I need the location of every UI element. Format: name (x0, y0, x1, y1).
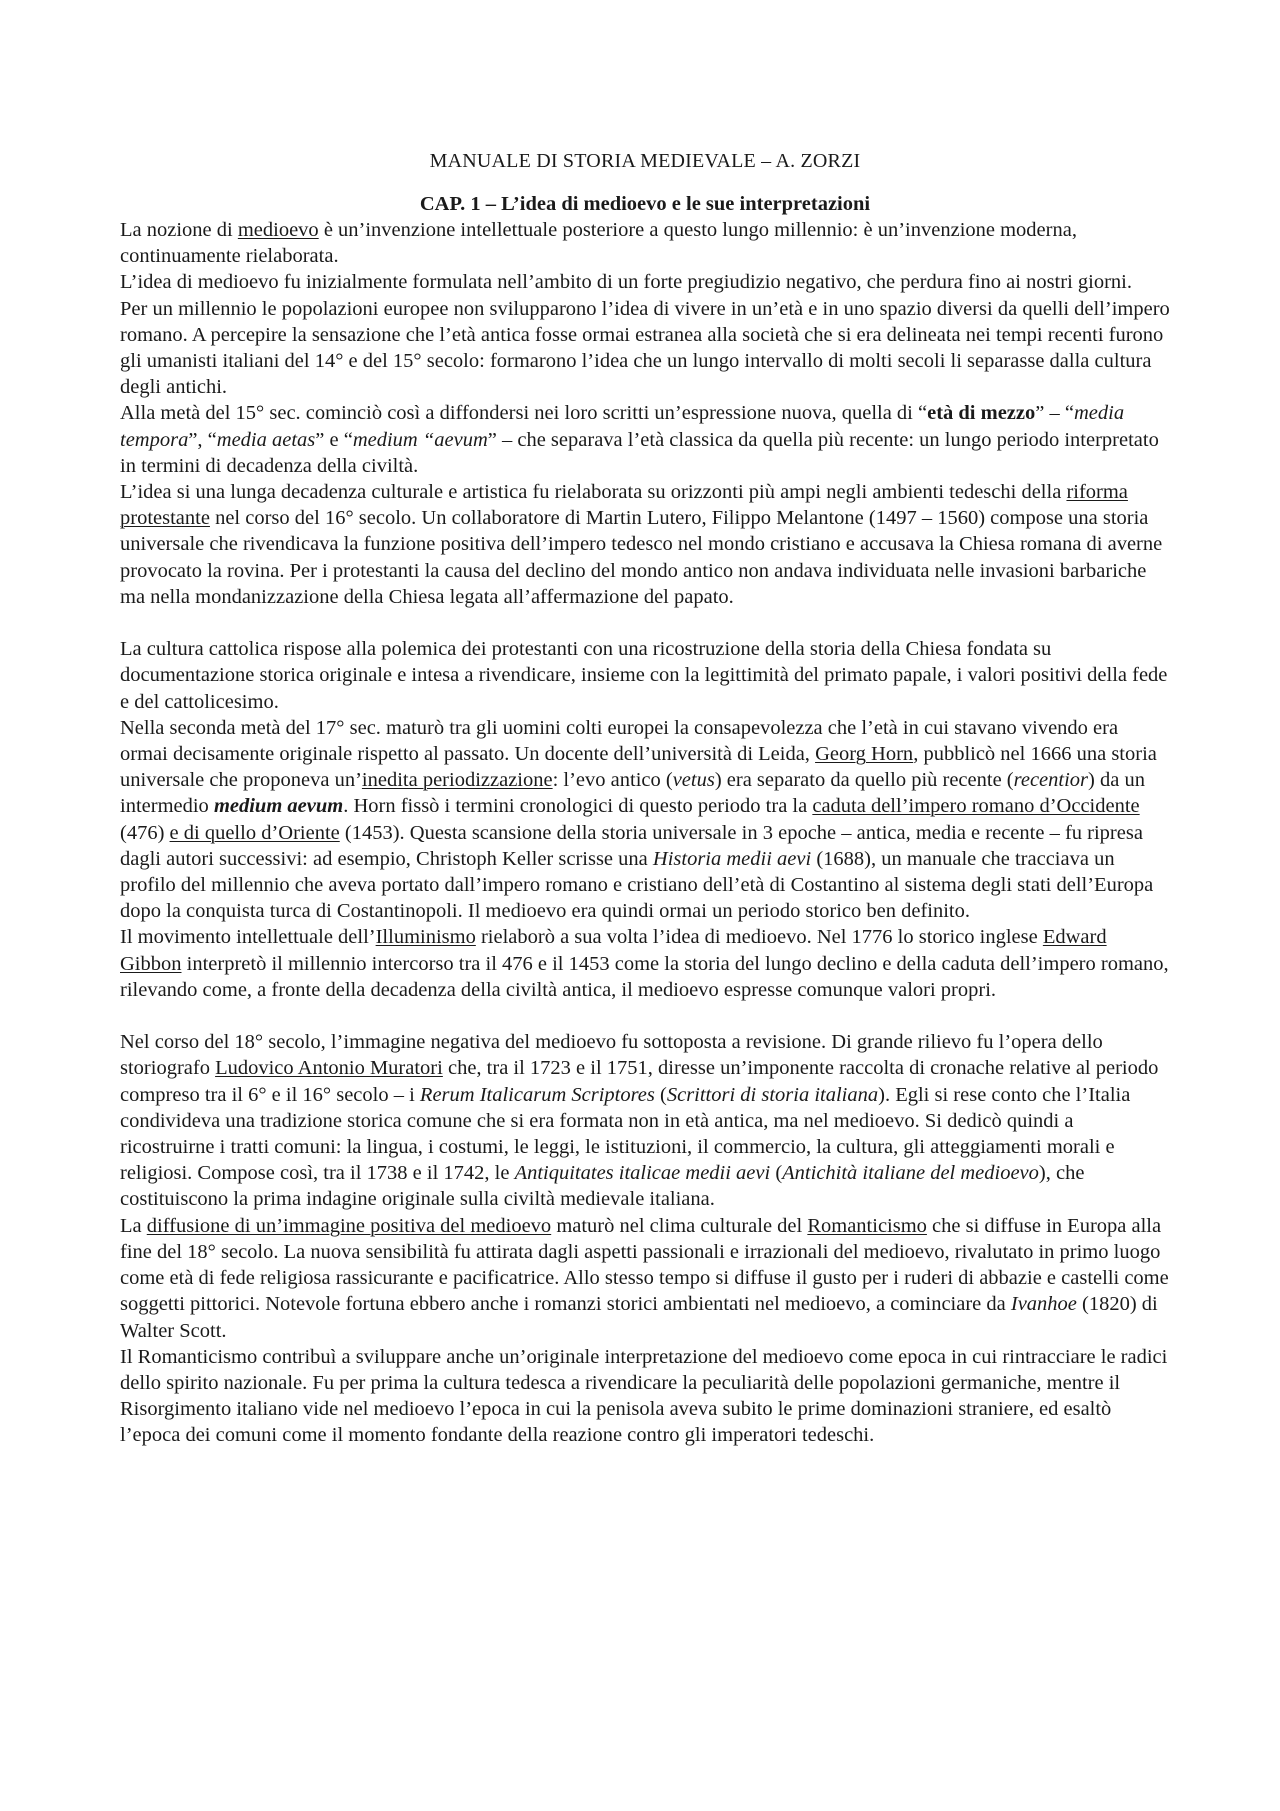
paragraph (120, 1029, 1170, 1212)
bold-italic-term: medium aevum (213, 795, 344, 818)
text-run: ” e “ (315, 428, 353, 451)
text-run: che, tra il 1723 e il 1751, diresse un’imponente raccolta di cronache relative al periodo compreso tra il 6° e il 16° secolo – i (120, 1057, 1159, 1106)
text-run: Nel corso del 18° secolo, l’immagine negativa del medioevo fu sottoposta a revisione. Di grande rilievo fu l’opera dello storiografo (120, 1031, 1103, 1080)
underlined-term: inedita periodizzazione (361, 769, 553, 792)
italic-term: Antiquitates italicae medii aevi (514, 1162, 771, 1185)
text-run: La nozione di (120, 219, 238, 241)
text-run: che si diffuse in Europa alla fine del 18° secolo. La nuova sensibilità fu attirata dagli aspetti passionali e irrazionali del medioevo, rivalutato in primo luogo come età di fede religiosa rassicurante e pacificatrice. Allo stesso tempo si diffuse il gusto per i ruderi di abbazie e castelli come soggetti pittorici. Notevole fortuna ebbero anche i romanzi storici ambientati nel medioevo, a cominciare da (120, 1214, 1169, 1316)
chapter-heading: CAP. 1 – L’idea di medioevo e le sue interpretazioni (419, 193, 871, 215)
text-run: (1820) di Walter Scott. (120, 1293, 1158, 1342)
paragraph-spacer (120, 610, 1170, 636)
italic-term: Antichità italiane del medioevo (782, 1162, 1039, 1185)
document-title: MANUALE DI STORIA MEDIEVALE – A. ZORZI (429, 150, 861, 172)
italic-term: media tempora (120, 402, 1125, 451)
text-run: nel corso del 16° secolo. Un collaboratore di Martin Lutero, Filippo Melantone (1497 – 1560) compose una storia universale che rivendicava la funzione positiva dell’impero tedesco nel mondo cristiano e accusava la Chiesa romana di averne provocato la rovina. Per i protestanti la causa del declino del mondo antico non andava individuata nelle invasioni barbariche ma nella mondanizzazione della Chiesa legata all’affermazione del papato. (120, 507, 1163, 608)
italic-term: Ivanhoe (1010, 1293, 1077, 1316)
paragraph (120, 924, 1170, 1003)
text-run: Nella seconda metà del 17° sec. maturò tra gli uomini colti europei la consapevolezza che l’età in cui stavano vivendo era ormai decisamente originale rispetto al passato. Un docente dell’università di Leida, (120, 716, 1119, 766)
underlined-term: Romanticismo (807, 1214, 927, 1237)
text-run: : l’evo antico ( (552, 769, 673, 792)
underlined-term: Georg Horn (815, 743, 914, 766)
paragraph (120, 479, 1170, 610)
paragraph (120, 1213, 1170, 1344)
text-run: L’idea di medioevo fu inizialmente formulata nell’ambito di un forte pregiudizio negativo, che perdura fino ai nostri giorni. (120, 271, 1132, 294)
italic-term: Historia medii aevi (652, 847, 812, 870)
underlined-term: caduta dell’impero romano d’Occidente (812, 795, 1140, 818)
paragraph (120, 217, 1170, 269)
paragraph (120, 715, 1170, 925)
text-run: La (120, 1214, 147, 1237)
underlined-term: Ludovico Antonio Muratori (215, 1057, 443, 1080)
paragraph (120, 296, 1170, 401)
underlined-term: e di quello d’Oriente (169, 821, 340, 844)
paragraph (120, 269, 1170, 295)
text-run: ) da un intermedio (120, 769, 1145, 818)
text-run: ). Egli si rese conto che l’Italia condivideva una tradizione storica comune che si era formata non in età antica, ma nel medioevo. Si dedicò quindi a ricostruirne i tratti comuni: la lingua, i costumi, le leggi, le istituzioni, il commercio, la cultura, gli atteggiamenti morali e religiosi. Compose così, tra il 1738 e il 1742, le (120, 1083, 1131, 1185)
text-run: Il Romanticismo contribuì a sviluppare anche un’originale interpretazione del medioevo come epoca in cui rintracciare le radici dello spirito nazionale. Fu per prima la cultura tedesca a rivendicare la peculiarità delle popolazioni germaniche, mentre il Risorgimento italiano vide nel medioevo l’epoca in cui la penisola aveva subito le prime dominazioni straniere, ed esaltò l’epoca dei comuni come il momento fondante della reazione contro gli imperatori tedeschi. (120, 1345, 1168, 1447)
paragraph (120, 1344, 1170, 1449)
text-run: Alla metà del 15° sec. cominciò così a diffondersi nei loro scritti un’espressione nuova, quella di “ (120, 402, 928, 425)
underlined-term: medioevo (237, 219, 319, 241)
text-run: è un’invenzione intellettuale posteriore a questo lungo millennio: è un’invenzione moderna, continuamente rielaborata. (120, 219, 1077, 268)
paragraph-spacer (120, 1003, 1170, 1029)
text-run: L’idea si una lunga decadenza culturale e artistica fu rielaborata su orizzonti più ampi negli ambienti tedeschi della (120, 481, 1067, 504)
text-run: interpretò il millennio intercorso tra il 476 e il 1453 come la storia del lungo declino e della caduta dell’impero romano, rilevando come, a fronte della decadenza della civiltà antica, il medioevo espresse comunque valori propri. (120, 952, 1169, 1001)
text-run: Il movimento intellettuale dell’ (120, 926, 376, 949)
bold-term: età di mezzo (927, 402, 1036, 425)
italic-term: Rerum Italicarum Scriptores (419, 1083, 655, 1106)
italic-term: Scrittori di storia italiana (666, 1083, 879, 1106)
text-run: maturò nel clima culturale del (551, 1214, 808, 1237)
document-page (120, 148, 1170, 1449)
text-run: ” – “ (1035, 402, 1074, 425)
paragraph (120, 400, 1170, 479)
underlined-term: Edward Gibbon (120, 926, 1107, 975)
italic-term: media aetas (216, 428, 316, 451)
text-run: ( (654, 1083, 667, 1106)
underlined-term: diffusione di un’immagine positiva del medioevo (146, 1214, 552, 1237)
text-run: ( (770, 1162, 783, 1185)
text-run: , pubblicò nel 1666 una storia universale che proponeva un’ (120, 743, 1157, 792)
italic-term: recentior (1013, 769, 1089, 792)
italic-term: medium “aevum (352, 428, 488, 451)
italic-term: vetus (672, 769, 715, 792)
text-run: ) era separato da quello più recente ( (714, 769, 1014, 792)
text-run: . Horn fissò i termini cronologici di questo periodo tra la (343, 795, 813, 818)
text-run: (1688), un manuale che tracciava un profilo del millennio che aveva portato dall’impero romano e cristiano dell’età di Costantino al sistema degli stati dell’Europa dopo la conquista turca di Costantinopoli. Il medioevo era quindi ormai un periodo storico ben definito. (120, 847, 1154, 923)
text-run: ), che costituiscono la prima indagine originale sulla civiltà medievale italiana. (120, 1162, 1085, 1211)
document-body (120, 217, 1170, 1449)
text-run: Per un millennio le popolazioni europee non svilupparono l’idea di vivere in un’età e in uno spazio diversi da quelli dell’impero romano. A percepire la sensazione che l’età antica fosse ormai estranea alla società che si era delineata nei tempi recenti furono gli umanisti italiani del 14° e del 15° secolo: formarono l’idea che un lungo intervallo di molti secoli li separasse dalla cultura degli antichi. (120, 297, 1170, 399)
text-run: (1453). Questa scansione della storia universale in 3 epoche – antica, media e recente – fu ripresa dagli autori successivi: ad esempio, Christoph Keller scrisse una (120, 821, 1143, 870)
underlined-term: Illuminismo (375, 926, 476, 949)
text-run: rielaborò a sua volta l’idea di medioevo. Nel 1776 lo storico inglese (475, 926, 1043, 949)
underlined-term: riforma protestante (120, 481, 1128, 530)
text-run: La cultura cattolica rispose alla polemica dei protestanti con una ricostruzione della storia della Chiesa fondata su documentazione storica originale e intesa a rivendicare, insieme con la legittimità del primato papale, i valori positivi della fede e del cattolicesimo. (120, 638, 1168, 713)
text-run: ” – che separava l’età classica da quella più recente: un lungo periodo interpretato in termini di decadenza della civiltà. (120, 428, 1159, 477)
text-run: (476) (120, 821, 170, 844)
text-run: ”, “ (188, 428, 217, 451)
paragraph (120, 636, 1170, 715)
